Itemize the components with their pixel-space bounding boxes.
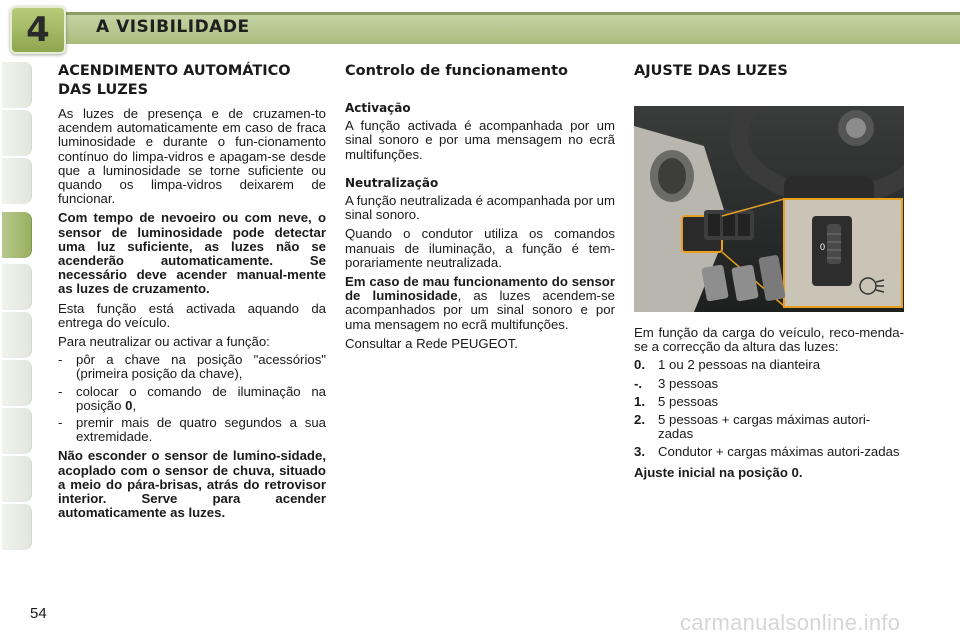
- paragraph-malfunction: [345, 275, 615, 332]
- position-number: 0.: [634, 357, 645, 373]
- section-title-automatic-lighting: ACENDIMENTO AUTOMÁTICO DAS LUZES: [58, 63, 291, 98]
- list-text-b: 0: [125, 397, 133, 413]
- list-item: [634, 377, 904, 391]
- side-tab-9[interactable]: [2, 456, 32, 502]
- position-number: 2.: [634, 412, 645, 428]
- column-automatic-lighting: [58, 62, 326, 520]
- chapter-badge: [10, 6, 66, 54]
- paragraph-description: As luzes de presença e de cruzamen-to acendem automaticamente em caso de fraca luminosidade e durante o fun-cionamento contínuo do limpa-vidros e apagam-se desde que a luminosidade se torne suficiente ou quando os limpa-vidros deixarem de funcionar.: [58, 106, 326, 207]
- side-tab-2[interactable]: [2, 110, 32, 156]
- column-headlamp-adjust: [634, 62, 904, 81]
- position-text: Condutor + cargas máximas autori-zadas: [658, 444, 900, 460]
- list-text: [76, 385, 326, 413]
- side-tab-8[interactable]: [2, 408, 32, 454]
- subtitle-neutralization: Neutralização: [345, 175, 439, 190]
- chapter-number: 4: [26, 10, 50, 50]
- malfunction-rest: , as luzes acendem-se acompanhados por um sinal sonoro e por uma mensagem no ecrã multifunções.: [345, 288, 615, 332]
- section-title-headlamp-adjust: AJUSTE DAS LUZES: [634, 63, 788, 79]
- page-header: [0, 0, 960, 58]
- side-tab-1[interactable]: [2, 62, 32, 108]
- page-number: 54: [30, 605, 47, 622]
- position-text: 5 pessoas + cargas máximas autori-zadas: [658, 412, 871, 442]
- paragraph-how-to: Para neutralizar ou activar a função:: [58, 334, 270, 350]
- paragraph-sensor-warning: Não esconder o sensor de lumino-sidade, acoplado com o sensor de chuva, situado a meio do pára-brisas, atrás do retrovisor interior. Serve para acender automaticamente as luzes.: [58, 448, 326, 521]
- column-operation-check: [345, 62, 615, 351]
- subtitle-activation: Activação: [345, 101, 411, 115]
- list-item: [634, 395, 904, 409]
- list-item: [58, 385, 326, 413]
- list-text-c: ,: [132, 397, 137, 413]
- chapter-side-tabs: [0, 62, 34, 582]
- steps-list: [58, 353, 326, 444]
- list-item: [634, 358, 904, 372]
- inset-label-0: 0: [820, 242, 826, 252]
- paragraph-initial-setting: Ajuste inicial na posição 0.: [634, 464, 803, 480]
- list-dash: -: [58, 415, 63, 431]
- side-tab-4-active[interactable]: [2, 212, 32, 258]
- paragraph-fog-warning: Com tempo de nevoeiro ou com neve, o sensor de luminosidade pode detectar uma luz suficiente, as luzes não se acenderão automaticamente. Se necessário deve acender manual-mente as luzes de cruzamento.: [58, 210, 326, 297]
- position-number: 3.: [634, 444, 645, 460]
- side-tab-3[interactable]: [2, 158, 32, 204]
- paragraph-neutralization: A função neutralizada é acompanhada por um sinal sonoro.: [345, 193, 615, 223]
- malfunction-bold: Em caso de mau funcionamento do sensor de luminosidade: [345, 274, 615, 304]
- list-text-a: colocar o comando de iluminação na posição: [76, 383, 326, 413]
- headlamp-adjust-text: [634, 326, 904, 480]
- list-item: [58, 416, 326, 444]
- side-tab-7[interactable]: [2, 360, 32, 406]
- section-title-operation-check: Controlo de funcionamento: [345, 63, 568, 79]
- paragraph-manual-controls: Quando o condutor utiliza os comandos manuais de iluminação, a função é tem-porariamente neutralizada.: [345, 226, 615, 270]
- paragraph-activation: A função activada é acompanhada por um sinal sonoro e por uma mensagem no ecrã multifunções.: [345, 118, 615, 162]
- paragraph-delivery: Esta função está activada aquando da entrega do veículo.: [58, 300, 326, 330]
- position-text: 3 pessoas: [658, 375, 719, 391]
- list-text: pôr a chave na posição "acessórios" (primeira posição da chave),: [76, 352, 326, 382]
- position-number: 1.: [634, 393, 645, 409]
- list-dash: -: [58, 383, 63, 399]
- position-text: 5 pessoas: [658, 393, 719, 409]
- position-number: -.: [634, 375, 643, 391]
- paragraph-dealer: Consultar a Rede PEUGEOT.: [345, 335, 518, 351]
- watermark: carmanualsonline.info: [680, 610, 901, 635]
- list-item: [58, 353, 326, 381]
- list-text: premir mais de quatro segundos a sua extremidade.: [76, 415, 326, 445]
- side-tab-10[interactable]: [2, 504, 32, 550]
- dashboard-illustration: [634, 106, 904, 312]
- list-item: [634, 445, 904, 459]
- list-dash: -: [58, 352, 63, 368]
- list-item: [634, 413, 904, 441]
- load-positions-list: [634, 358, 904, 459]
- side-tab-5[interactable]: [2, 264, 32, 310]
- paragraph-load-intro: Em função da carga do veículo, reco-menda-se a correcção da altura das luzes:: [634, 325, 904, 355]
- position-text: 1 ou 2 pessoas na dianteira: [658, 357, 821, 373]
- side-tab-6[interactable]: [2, 312, 32, 358]
- chapter-title: A VISIBILIDADE: [96, 17, 250, 37]
- dashboard-photo: [634, 106, 904, 312]
